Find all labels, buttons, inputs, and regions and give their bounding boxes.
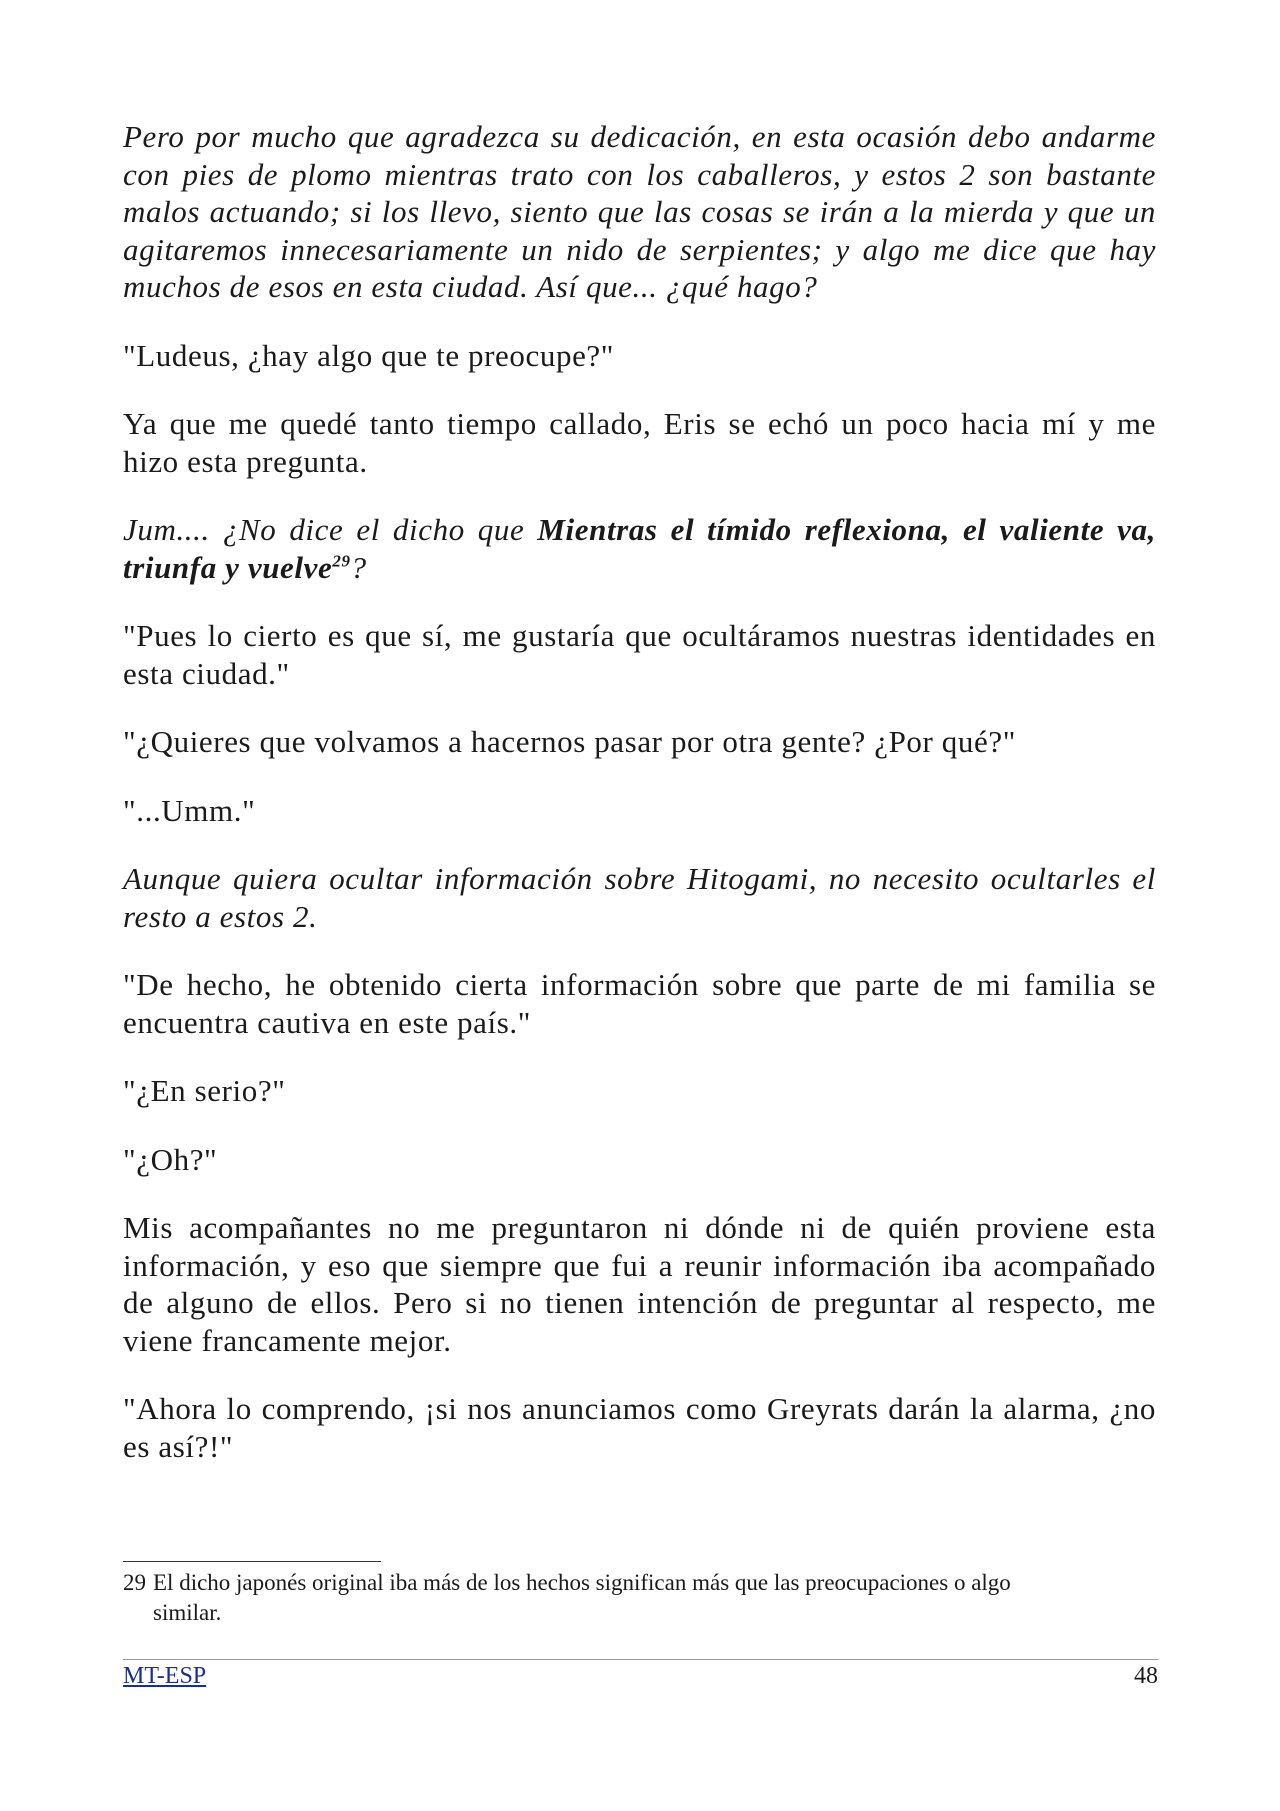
paragraph-dialogue-3: "¿Quieres que volvamos a hacernos pasar por otra gente? ¿Por qué?" xyxy=(123,724,1016,759)
thought-2-end: ? xyxy=(350,549,367,585)
thought-2-intro: Jum.... ¿No dice el dicho que xyxy=(123,512,538,547)
paragraph-dialogue-1: "Ludeus, ¿hay algo que te preocupe?" xyxy=(123,337,615,373)
paragraph-dialogue-6: "¿En serio?" xyxy=(123,1073,286,1108)
paragraph-thought-3: Aunque quiera ocultar información sobre Hitogami, no necesito ocultarles el resto a estos 2. xyxy=(123,861,1156,934)
footnote-number: 29 xyxy=(123,1570,146,1595)
footnote-separator xyxy=(123,1561,381,1562)
paragraph-dialogue-4: "...Umm." xyxy=(123,792,256,828)
paragraph-dialogue-8: "Ahora lo comprendo, ¡si nos anunciamos como Greyrats darán la alarma, ¿no es así?!" xyxy=(123,1391,1156,1464)
paragraph-narration-2: Mis acompañantes no me preguntaron ni dónde ni de quién proviene esta información, y eso que siempre que fui a reunir información iba acompañado de alguno de ellos. Pero si no tienen intención de preguntar al respecto, me viene francamente mejor. xyxy=(123,1210,1156,1358)
saying-emphasis: Mientras el tímido reflexiona, el valiente va, triunfa y vuelve xyxy=(123,512,1156,585)
paragraph-thought-2 xyxy=(123,511,1156,586)
footer-site-link[interactable]: MT-ESP xyxy=(123,1663,207,1689)
paragraph-dialogue-5: "De hecho, he obtenido cierta información sobre que parte de mi familia se encuentra cautiva en este país." xyxy=(123,967,1156,1040)
paragraph-dialogue-7: "¿Oh?" xyxy=(123,1141,218,1177)
page-number: 48 xyxy=(1134,1663,1158,1689)
page-body xyxy=(123,118,1156,1496)
footnote-text-line1: El dicho japonés original iba más de los hechos significan más que las preocupaciones o algo xyxy=(153,1570,1011,1595)
footnote-text-line2: similar. xyxy=(153,1600,222,1625)
paragraph-narration-1: Ya que me quedé tanto tiempo callado, Eris se echó un poco hacia mí y me hizo esta pregunta. xyxy=(123,406,1156,479)
footer-separator xyxy=(123,1659,1158,1660)
paragraph-thought-1: Pero por mucho que agradezca su dedicación, en esta ocasión debo andarme con pies de plomo mientras trato con los caballeros, y estos 2 son bastante malos actuando; si los llevo, siento que las cosas se irán a la mierda y que un agitaremos innecesariamente un nido de serpientes; y algo me dice que hay muchos de esos en esta ciudad. Así que... ¿qué hago? xyxy=(123,119,1156,304)
paragraph-dialogue-2: "Pues lo cierto es que sí, me gustaría que ocultáramos nuestras identidades en esta ciudad." xyxy=(123,618,1156,691)
footnote-reference: 29 xyxy=(332,551,351,571)
footnote xyxy=(123,1568,1158,1628)
